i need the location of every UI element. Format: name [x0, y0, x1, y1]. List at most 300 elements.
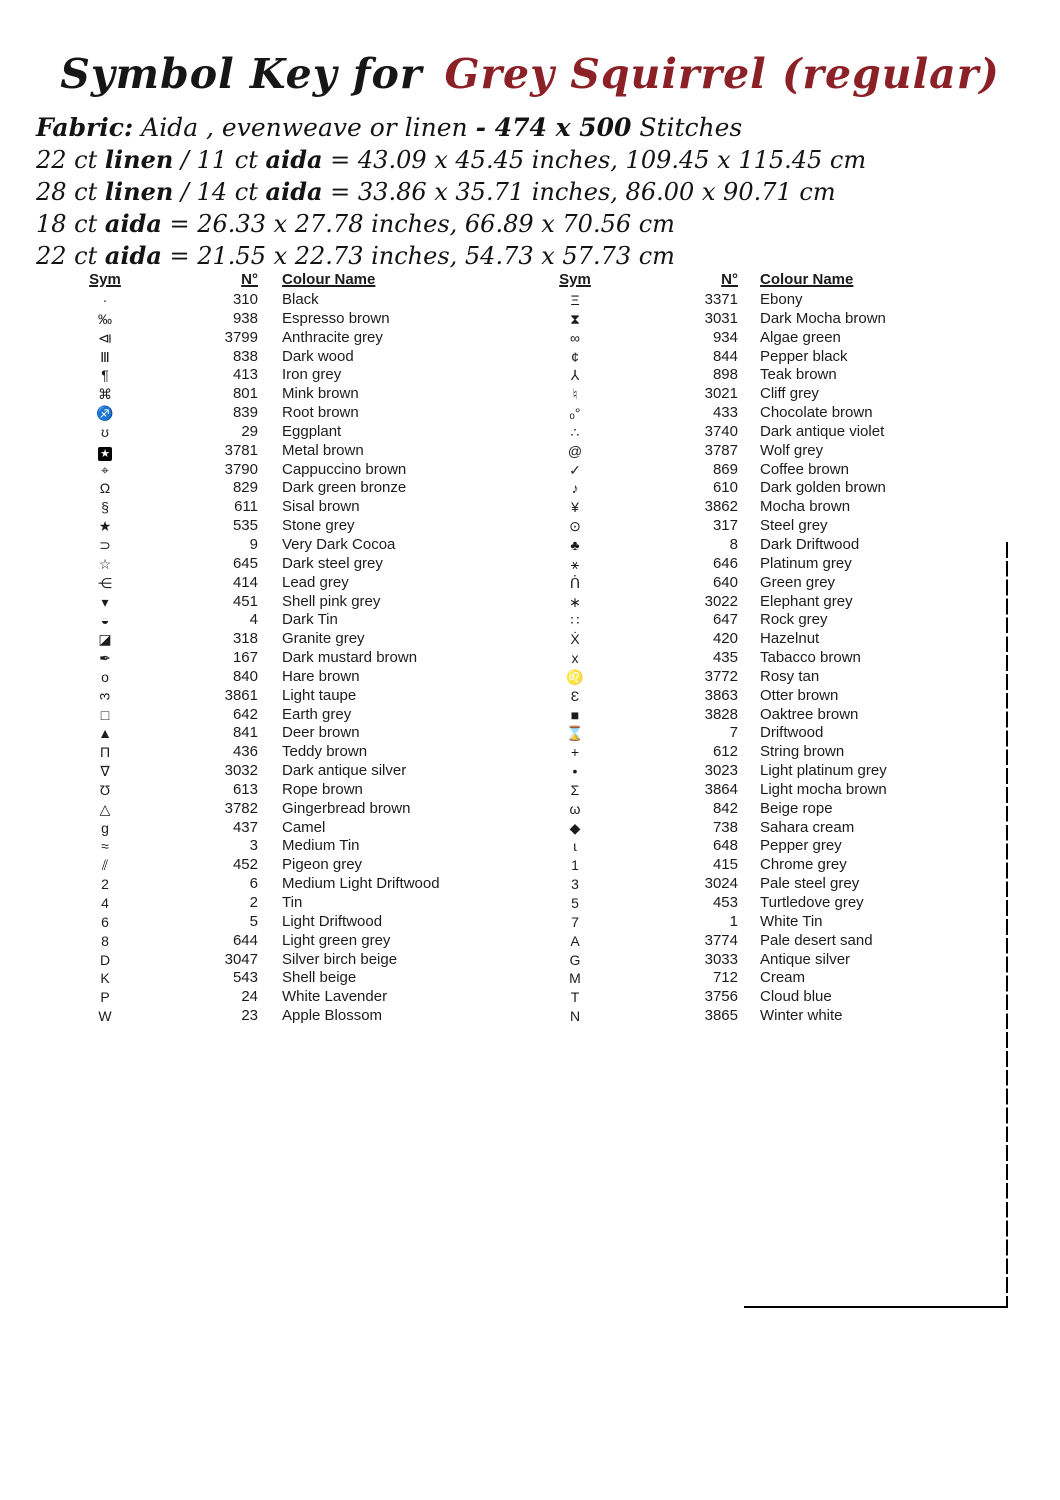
fabric-line — [36, 176, 996, 208]
symbol-cell — [530, 724, 620, 743]
symbol-cell — [530, 555, 620, 574]
stitch-symbol: K — [100, 970, 110, 987]
key-row — [530, 366, 1008, 385]
colour-name: Oaktree brown — [760, 705, 859, 723]
floss-number: 436 — [232, 743, 258, 761]
stitch-symbol: ⊃ — [99, 536, 111, 553]
fabric-text: Aida , evenweave or linen — [133, 113, 476, 142]
symbol-cell — [530, 517, 620, 536]
stitch-symbol: W — [98, 1008, 112, 1025]
floss-number: 612 — [712, 743, 738, 761]
colour-name: Light green grey — [282, 931, 391, 949]
colour-name: Silver birch beige — [282, 950, 398, 968]
stitch-symbol: · — [102, 292, 108, 308]
stitch-symbol: ∷ — [570, 612, 580, 629]
key-row — [60, 574, 500, 593]
floss-number: 2 — [249, 894, 258, 911]
key-row — [530, 800, 1008, 819]
stitch-symbol: ▾ — [101, 593, 109, 610]
colour-name: Pepper black — [760, 347, 848, 365]
key-row — [530, 536, 1008, 555]
stitch-symbol: ⋲ — [98, 574, 112, 591]
floss-number: 318 — [232, 630, 258, 648]
fabric-text: 28 ct — [36, 178, 105, 206]
key-row — [530, 404, 1008, 423]
colour-name: Dark green bronze — [282, 479, 407, 497]
symbol-cell — [530, 951, 620, 970]
symbol-cell — [60, 291, 150, 310]
key-row — [530, 423, 1008, 442]
key-row — [530, 555, 1008, 574]
floss-number: 3031 — [704, 309, 738, 327]
key-row — [530, 442, 1008, 461]
floss-number: 3863 — [704, 686, 738, 704]
floss-number: 4 — [249, 611, 258, 629]
floss-number: 869 — [712, 460, 738, 478]
symbol-cell — [530, 291, 620, 310]
colour-name: Dark steel grey — [282, 554, 383, 572]
stitch-symbol: Σ — [570, 781, 580, 798]
key-row — [60, 875, 500, 894]
symbol-cell — [530, 536, 620, 555]
key-row — [530, 969, 1008, 988]
colour-name: Pale steel grey — [760, 875, 860, 893]
symbol-cell — [60, 593, 150, 612]
key-row — [60, 366, 500, 385]
stitch-symbol: ⧗ — [570, 310, 580, 327]
colour-name: Sahara cream — [760, 818, 855, 836]
floss-number: 23 — [241, 1007, 258, 1025]
colour-name: Anthracite grey — [282, 328, 383, 346]
colour-name: Antique silver — [760, 950, 851, 968]
stitch-symbol: A — [570, 932, 580, 949]
symbol-cell — [60, 875, 150, 894]
symbol-cell — [530, 932, 620, 951]
key-row — [530, 706, 1008, 725]
stitch-symbol: 3 — [96, 692, 113, 701]
colour-name: String brown — [760, 743, 845, 761]
floss-number: 3781 — [224, 441, 258, 459]
floss-number: 413 — [232, 366, 258, 384]
colour-name: Stone grey — [282, 517, 355, 535]
symbol-cell — [60, 310, 150, 329]
colour-name: Algae green — [760, 328, 841, 346]
colour-name: Turtledove grey — [760, 894, 864, 911]
colour-name: Camel — [282, 818, 326, 836]
stitch-symbol: ⌖ — [101, 461, 109, 478]
floss-number: 3787 — [704, 441, 738, 459]
symbol-cell — [60, 461, 150, 480]
symbol-cell — [60, 951, 150, 970]
floss-number: 648 — [712, 837, 738, 855]
colour-name: Tabacco brown — [760, 649, 861, 667]
stitch-symbol: Ω — [99, 480, 111, 497]
floss-number: 5 — [249, 912, 258, 930]
symbol-cell — [60, 687, 150, 706]
header-number: N° — [721, 271, 738, 288]
page-title — [0, 50, 1060, 98]
symbol-cell — [60, 385, 150, 404]
fabric-line — [36, 144, 996, 176]
stitch-symbol: ∗ — [569, 593, 581, 610]
stitch-symbol: Ẋ — [570, 631, 580, 648]
colour-name: Metal brown — [282, 441, 364, 459]
colour-name: Driftwood — [760, 724, 824, 742]
symbol-cell — [60, 555, 150, 574]
symbol-cell — [530, 423, 620, 442]
symbol-cell — [60, 366, 150, 385]
floss-number: 3021 — [704, 385, 738, 403]
table-bottom-border — [744, 1306, 1008, 1308]
stitch-symbol: ◒ — [100, 612, 110, 629]
floss-number: 6 — [249, 875, 258, 893]
floss-number: 934 — [712, 328, 738, 346]
floss-number: 3740 — [704, 422, 738, 440]
colour-name: Granite grey — [282, 630, 365, 648]
fabric-text: = 33.86 x 35.71 inches, 86.00 x 90.71 cm — [322, 178, 836, 206]
symbol-cell — [60, 536, 150, 555]
header-number: N° — [241, 271, 258, 288]
floss-number: 310 — [232, 291, 258, 308]
floss-number: 167 — [232, 649, 258, 667]
stitch-symbol: N — [569, 1008, 581, 1025]
stitch-symbol: ɩ — [573, 838, 577, 855]
symbol-cell — [530, 461, 620, 480]
symbol-cell — [60, 329, 150, 348]
floss-number: 3772 — [704, 667, 738, 685]
colour-name: Mink brown — [282, 385, 359, 403]
header-sym: Sym — [559, 271, 591, 288]
key-row — [530, 762, 1008, 781]
key-row — [60, 291, 500, 310]
colour-name: Cliff grey — [760, 385, 819, 403]
floss-number: 3756 — [704, 988, 738, 1006]
floss-number: 801 — [232, 385, 258, 403]
symbol-cell — [530, 611, 620, 630]
key-row — [60, 593, 500, 612]
stitch-symbol: 6 — [101, 913, 109, 930]
floss-number: 453 — [712, 894, 738, 911]
colour-name: Cream — [760, 969, 806, 987]
floss-number: 3 — [249, 837, 258, 855]
key-row — [60, 743, 500, 762]
floss-number: 3033 — [704, 950, 738, 968]
colour-name: Eggplant — [282, 422, 342, 440]
colour-name: Dark antique violet — [760, 422, 885, 440]
stitch-symbol: ≈ — [101, 838, 109, 855]
key-row — [60, 969, 500, 988]
floss-number: 24 — [241, 988, 258, 1006]
colour-name: Pigeon grey — [282, 856, 363, 874]
symbol-cell — [60, 348, 150, 367]
symbol-cell — [530, 1007, 620, 1026]
symbol-cell — [530, 800, 620, 819]
stitch-symbol: ¥ — [571, 499, 579, 516]
stitch-symbol: ☆ — [98, 555, 112, 572]
key-row — [60, 668, 500, 687]
symbol-cell — [530, 442, 620, 461]
floss-number: 938 — [232, 309, 258, 327]
symbol-cell — [60, 630, 150, 649]
floss-number: 3047 — [224, 950, 258, 968]
symbol-cell — [60, 781, 150, 800]
key-row — [530, 687, 1008, 706]
stitch-symbol: 1 — [571, 857, 579, 874]
symbol-cell — [60, 668, 150, 687]
floss-number: 640 — [712, 573, 738, 591]
header-colour-name: Colour Name — [282, 271, 376, 288]
floss-number: 535 — [232, 517, 258, 535]
key-row — [60, 932, 500, 951]
stitch-symbol: ■ — [570, 706, 580, 723]
symbol-key-table-left — [60, 270, 500, 1026]
symbol-cell — [530, 687, 620, 706]
floss-number: 644 — [232, 931, 258, 949]
key-row — [530, 574, 1008, 593]
floss-number: 611 — [234, 498, 258, 516]
symbol-cell — [530, 781, 620, 800]
symbol-cell — [60, 932, 150, 951]
key-row — [530, 932, 1008, 951]
colour-name: Pepper grey — [760, 837, 842, 855]
key-row — [60, 536, 500, 555]
colour-name: Cappuccino brown — [282, 460, 407, 478]
stitch-symbol: Ξ — [570, 292, 580, 308]
colour-name: Hazelnut — [760, 630, 820, 648]
stitch-symbol: Ⅲ — [100, 348, 110, 365]
symbol-cell — [60, 574, 150, 593]
floss-number: 543 — [232, 969, 258, 987]
floss-number: 645 — [232, 554, 258, 572]
stitch-symbol: ¶ — [101, 367, 109, 384]
floss-number: 898 — [712, 366, 738, 384]
colour-name: Elephant grey — [760, 592, 853, 610]
floss-number: 3032 — [224, 762, 258, 780]
symbol-cell — [530, 969, 620, 988]
symbol-cell — [530, 385, 620, 404]
key-row — [530, 894, 1008, 913]
key-row — [530, 1007, 1008, 1026]
colour-name: Teddy brown — [282, 743, 368, 761]
symbol-cell — [60, 988, 150, 1007]
floss-number: 829 — [232, 479, 258, 497]
stitch-symbol: ★ — [98, 518, 112, 535]
key-row — [60, 461, 500, 480]
stitch-symbol: ‰ — [98, 310, 112, 327]
stitch-symbol: ∞ — [570, 329, 580, 346]
key-row — [530, 461, 1008, 480]
key-row — [530, 385, 1008, 404]
key-row — [530, 819, 1008, 838]
fabric-text: linen — [104, 145, 174, 174]
floss-number: 3864 — [704, 780, 738, 798]
stitch-symbol: ♪ — [571, 480, 579, 497]
colour-name: Rosy tan — [760, 667, 820, 685]
floss-number: 451 — [232, 592, 258, 610]
floss-number: 433 — [712, 404, 738, 422]
key-row — [60, 819, 500, 838]
stitch-symbol: ⫽ — [101, 857, 109, 874]
fabric-text: = 21.55 x 22.73 inches, 54.73 x 57.73 cm — [161, 242, 675, 270]
floss-number: 3828 — [704, 705, 738, 723]
key-row — [530, 743, 1008, 762]
colour-name: Hare brown — [282, 667, 360, 685]
stitch-symbol: 2 — [101, 876, 109, 893]
key-row — [60, 611, 500, 630]
key-row — [530, 479, 1008, 498]
key-row — [60, 442, 500, 461]
symbol-cell — [60, 894, 150, 913]
colour-name: Tin — [282, 894, 303, 911]
symbol-cell — [530, 630, 620, 649]
symbol-cell — [530, 649, 620, 668]
symbol-cell — [530, 894, 620, 913]
fabric-line — [36, 240, 996, 272]
key-row — [530, 649, 1008, 668]
stitch-symbol: ◆ — [569, 819, 581, 836]
symbol-cell — [60, 423, 150, 442]
symbol-cell — [60, 404, 150, 423]
fabric-text: Fabric: — [36, 113, 134, 142]
key-row — [530, 611, 1008, 630]
colour-name: Chocolate brown — [760, 404, 873, 422]
colour-name: Ebony — [760, 291, 803, 308]
fabric-text: aida — [104, 241, 162, 270]
stitch-symbol: ✒ — [99, 650, 111, 667]
floss-number: 3371 — [704, 291, 738, 308]
symbol-cell — [60, 479, 150, 498]
table-header — [60, 270, 500, 291]
fabric-text: aida — [265, 177, 323, 206]
floss-number: 842 — [712, 799, 738, 817]
stitch-symbol: ∇ — [100, 763, 110, 780]
key-row — [60, 498, 500, 517]
floss-number: 610 — [712, 479, 738, 497]
key-row — [60, 706, 500, 725]
stitch-symbol: ∴ — [570, 423, 580, 440]
key-row — [530, 856, 1008, 875]
key-row — [60, 385, 500, 404]
stitch-symbol: ω — [569, 800, 581, 817]
colour-name: Platinum grey — [760, 554, 852, 572]
symbol-cell — [530, 743, 620, 762]
colour-name: Light mocha brown — [760, 780, 887, 798]
stitch-symbol: ₒ° — [569, 405, 581, 422]
stitch-symbol: □ — [100, 706, 110, 723]
stitch-symbol: T — [570, 989, 580, 1006]
floss-number: 841 — [232, 724, 258, 742]
stitch-symbol: D — [99, 951, 111, 968]
symbol-cell — [530, 593, 620, 612]
stitch-symbol: 3 — [571, 876, 579, 893]
key-row — [530, 348, 1008, 367]
colour-name: Dark Mocha brown — [760, 309, 886, 327]
key-row — [530, 291, 1008, 310]
colour-name: Sisal brown — [282, 498, 360, 516]
symbol-cell — [60, 913, 150, 932]
floss-number: 420 — [712, 630, 738, 648]
stitch-symbol: ◪ — [98, 631, 112, 648]
floss-number: 452 — [232, 856, 258, 874]
key-row — [530, 724, 1008, 743]
symbol-cell — [60, 819, 150, 838]
floss-number: 838 — [232, 347, 258, 365]
colour-name: Very Dark Cocoa — [282, 535, 396, 553]
colour-name: Beige rope — [760, 799, 833, 817]
table-right-border — [1006, 542, 1008, 1308]
colour-name: Dark antique silver — [282, 762, 407, 780]
symbol-cell — [530, 819, 620, 838]
key-row — [60, 649, 500, 668]
floss-number: 9 — [249, 535, 258, 553]
colour-name: Espresso brown — [282, 309, 390, 327]
colour-name: Steel grey — [760, 517, 828, 535]
fabric-line — [36, 112, 996, 144]
stitch-symbol: M — [569, 970, 581, 987]
stitch-symbol: 8 — [101, 932, 109, 949]
symbol-cell — [530, 875, 620, 894]
key-row — [530, 310, 1008, 329]
floss-number: 415 — [712, 856, 738, 874]
table-rows-left — [60, 291, 500, 1026]
stitch-symbol: △ — [99, 800, 111, 817]
fabric-text: linen — [104, 177, 174, 206]
key-row — [530, 837, 1008, 856]
stitch-symbol: g — [101, 819, 109, 836]
colour-name: Coffee brown — [760, 460, 849, 478]
colour-name: Green grey — [760, 573, 836, 591]
symbol-cell — [530, 498, 620, 517]
colour-name: Light taupe — [282, 686, 357, 704]
stitch-symbol: 7 — [571, 913, 579, 930]
table-rows-right — [530, 291, 1008, 1026]
symbol-cell — [60, 1007, 150, 1026]
key-row — [60, 423, 500, 442]
key-row — [60, 517, 500, 536]
floss-number: 3865 — [704, 1007, 738, 1025]
symbol-cell — [60, 498, 150, 517]
symbol-cell — [60, 517, 150, 536]
symbol-cell — [60, 611, 150, 630]
colour-name: Dark Tin — [282, 611, 338, 629]
symbol-cell — [530, 988, 620, 1007]
fabric-text: 22 ct — [36, 242, 105, 270]
floss-number: 3799 — [224, 328, 258, 346]
header-colour-name: Colour Name — [760, 271, 854, 288]
key-row — [60, 724, 500, 743]
floss-number: 3782 — [224, 799, 258, 817]
fabric-text: aida — [104, 209, 162, 238]
colour-name: Light platinum grey — [760, 762, 887, 780]
symbol-key-table-right — [530, 270, 1008, 1026]
symbol-cell — [60, 837, 150, 856]
symbol-cell — [530, 913, 620, 932]
colour-name: Medium Light Driftwood — [282, 875, 440, 893]
colour-name: Iron grey — [282, 366, 342, 384]
symbol-cell — [60, 969, 150, 988]
key-row — [60, 687, 500, 706]
stitch-symbol: ¢ — [571, 348, 579, 365]
key-row — [60, 404, 500, 423]
key-row — [60, 856, 500, 875]
stitch-symbol: 4 — [101, 895, 109, 911]
floss-number: 3790 — [224, 460, 258, 478]
colour-name: Rock grey — [760, 611, 828, 629]
floss-number: 839 — [232, 404, 258, 422]
key-row — [60, 348, 500, 367]
colour-name: Teak brown — [760, 366, 837, 384]
floss-number: 1 — [729, 912, 738, 930]
